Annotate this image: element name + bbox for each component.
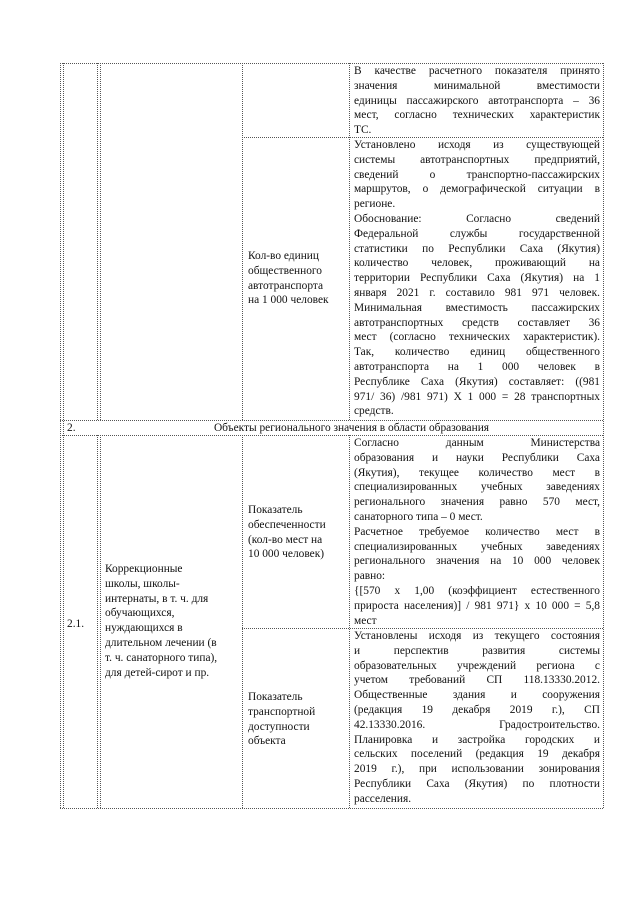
text-line: транспортной bbox=[248, 705, 316, 718]
text-line: доступности bbox=[248, 720, 310, 733]
text-line: количество человек, проживающий на bbox=[354, 257, 600, 270]
text-line: ТС. bbox=[354, 124, 372, 137]
text-line: системы автотранспортных предприятий, bbox=[354, 153, 600, 166]
row3-number: 2.1. bbox=[67, 618, 85, 630]
text-line: для детей-сирот и пр. bbox=[105, 666, 210, 679]
text-line: 10 000 человек) bbox=[248, 548, 325, 561]
text-line: обучающихся, bbox=[105, 607, 175, 620]
text-line: статистики по Республики Саха (Якутия) bbox=[354, 242, 600, 255]
rule-col1-lower bbox=[97, 435, 98, 808]
rule-col2 bbox=[242, 63, 243, 420]
rule-bottom bbox=[60, 808, 603, 809]
text-line: на 1 000 человек bbox=[248, 294, 329, 307]
text-line: (Якутия), текущее количество мест в bbox=[354, 466, 600, 479]
text-line: значения минимальной вместимости bbox=[354, 79, 600, 92]
text-line: автотранспорта на 1 000 человек в bbox=[354, 360, 600, 373]
text-line: Планировка и застройка городских и bbox=[354, 733, 600, 746]
text-line: средств. bbox=[354, 405, 394, 418]
text-line: 971/ 36) /981 971) Х 1 000 = 28 транспортных bbox=[354, 390, 600, 403]
section2-number: 2. bbox=[67, 422, 76, 434]
text-line: В качестве расчетного показателя принято bbox=[354, 65, 600, 77]
text-line: нуждающихся в bbox=[105, 622, 183, 635]
text-line: Расчетное требуемое количество мест в bbox=[354, 525, 600, 538]
row3-indicator-accessibility bbox=[248, 690, 346, 749]
text-line: Минимальная вместимость пассажирских bbox=[354, 301, 600, 314]
rule-col2-lower bbox=[242, 435, 243, 808]
text-line: Установлены исходя из текущего состояния bbox=[354, 630, 600, 642]
text-line: автотранспортных средств составляет 36 bbox=[354, 316, 600, 329]
text-line: мест, согласно технических характеристик bbox=[354, 109, 600, 122]
text-line: прироста населения)] / 981 971} х 10 000 = 5,8 bbox=[354, 599, 600, 612]
text-line: мест bbox=[354, 614, 377, 627]
text-line: территории Республики Саха (Якутия) на 1 bbox=[354, 272, 600, 285]
row2-indicator bbox=[248, 249, 346, 308]
text-line: т. ч. санаторного типа), bbox=[105, 651, 218, 664]
text-line: единицы пассажирского автотранспорта – 36 bbox=[354, 94, 600, 107]
text-line: расселения. bbox=[354, 792, 412, 805]
text-line: Показатель bbox=[248, 691, 303, 703]
text-line: 42.13330.2016. Градостроительство. bbox=[354, 718, 600, 731]
text-line: школы, школы- bbox=[105, 577, 180, 590]
rule-left bbox=[60, 63, 61, 808]
row2-explanation bbox=[354, 138, 600, 419]
text-line: общественного bbox=[248, 264, 322, 277]
text-line: (кол-во мест на bbox=[248, 533, 323, 546]
text-line: регионе. bbox=[354, 198, 396, 211]
text-line: января 2021 г. составило 981 971 человек. bbox=[354, 286, 600, 299]
text-line: и перспектив развития системы bbox=[354, 644, 600, 657]
text-line: автотранспорта bbox=[248, 279, 324, 292]
section2-title: Объекты регионального значения в области образования bbox=[213, 422, 490, 434]
text-line: Так, количество единиц общественного bbox=[354, 346, 600, 359]
text-line: 2019 г.), при использовании зонирования bbox=[354, 763, 600, 776]
row3-explanation-accessibility bbox=[354, 629, 600, 807]
text-line: обеспеченности bbox=[248, 518, 326, 531]
text-line: равно: bbox=[354, 570, 386, 583]
rule-col1-inner-lower bbox=[100, 435, 101, 808]
rule-col1-inner bbox=[100, 63, 101, 420]
text-line: сельских поселений (редакция 19 декабря bbox=[354, 748, 600, 761]
text-line: Общественные здания и сооружения bbox=[354, 689, 600, 702]
text-line: Показатель bbox=[248, 504, 303, 516]
text-line: Кол-во единиц bbox=[248, 250, 319, 262]
row3-indicator-provision bbox=[248, 503, 346, 562]
text-line: Коррекционные bbox=[105, 563, 183, 575]
text-line: учетом требований СП 118.13330.2012. bbox=[354, 674, 600, 687]
row1-explanation bbox=[354, 64, 600, 138]
rule-col3-lower bbox=[349, 435, 350, 808]
rule-col1 bbox=[97, 63, 98, 420]
text-line: Республики Саха (Якутия) по плотности bbox=[354, 777, 600, 790]
row3-explanation-provision bbox=[354, 436, 600, 628]
rule-right bbox=[603, 63, 604, 808]
text-line: Федеральной службы государственной bbox=[354, 227, 600, 240]
text-line: регионального значения на 10 000 человек bbox=[354, 555, 600, 568]
text-line: образования и науки Республики Саха bbox=[354, 451, 600, 464]
text-line: {[570 х 1,00 (коэффициент естественного bbox=[354, 584, 600, 597]
text-line: длительном лечении (в bbox=[105, 636, 217, 649]
text-line: Установлено исходя из существующей bbox=[354, 139, 600, 151]
text-line: интернаты, в т. ч. для bbox=[105, 592, 209, 605]
text-line: сведений о транспортно-пассажирских bbox=[354, 168, 600, 181]
text-line: Республике Саха (Якутия) составляет: ((981 bbox=[354, 375, 600, 388]
text-line: (редакция 19 декабря 2019 г.), СП bbox=[354, 703, 600, 716]
text-line: объекта bbox=[248, 735, 286, 748]
text-line: образовательных учреждений региона с bbox=[354, 659, 600, 672]
text-line: санаторного типа – 0 мест. bbox=[354, 510, 483, 523]
rule-col3 bbox=[349, 63, 350, 420]
text-line: Обоснование: Согласно сведений bbox=[354, 212, 600, 225]
text-line: маршрутов, о демографической ситуации в bbox=[354, 183, 600, 196]
text-line: регионального значения равно 570 мест, bbox=[354, 496, 600, 509]
text-line: мест (согласно технических характеристик). bbox=[354, 331, 600, 344]
text-line: Согласно данным Министерства bbox=[354, 437, 600, 449]
row3-object-name bbox=[105, 562, 241, 680]
text-line: специализированных учебных заведениях bbox=[354, 540, 600, 553]
text-line: специализированных учебных заведениях bbox=[354, 481, 600, 494]
rule-left-inner bbox=[63, 63, 64, 808]
